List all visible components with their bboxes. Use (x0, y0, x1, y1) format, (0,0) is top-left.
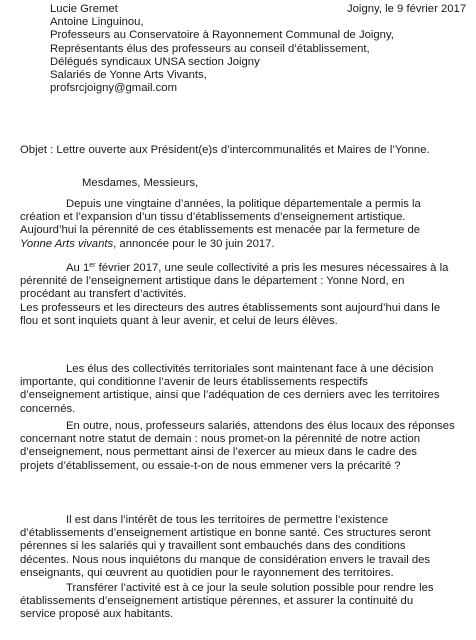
paragraph-1 (20, 198, 466, 251)
paragraph-line: Depuis une vingtaine d’années, la politique départementale a permis la (66, 198, 421, 210)
paragraph-line: Les élus des collectivités territoriales sont maintenant face à une décision (66, 363, 434, 375)
paragraph-line: pérennité de l’enseignement artistique dans le département : Yonne Nord, en (20, 275, 405, 288)
paragraph-line: création et l’expansion d’un tissu d’établissements d’enseignement artistique. (20, 211, 406, 224)
paragraph-text: , annoncée pour le 30 juin 2017. (113, 237, 275, 250)
paragraph-line (20, 238, 466, 251)
paragraph-line: En outre, nous, professeurs salariés, attendons des élus locaux des réponses (66, 420, 455, 432)
sender-title: Professeurs au Conservatoire à Rayonnement Communal de Joigny, (50, 29, 394, 42)
paragraph-line: pérennes si les salariés qui y travaillent sont embauchés dans des conditions (20, 540, 406, 553)
paragraph-2 (20, 262, 466, 328)
letter-date: Joigny, le 9 février 2017 (347, 3, 467, 15)
paragraph-text: Au 1 (66, 262, 90, 274)
paragraph-line: décentes. Nous nous inquiétons du manque de considération envers le travail des (20, 553, 431, 566)
sender-role: Représentants élus des professeurs au conseil d’établissement, (50, 42, 370, 55)
paragraph-6 (20, 582, 466, 622)
letter-salutation: Mesdames, Messieurs, (82, 177, 199, 189)
paragraph-line: Il est dans l’intérêt de tous les territoires de permettre l’existence (66, 514, 389, 526)
paragraph-line (20, 262, 466, 275)
ordinal-suffix: er (89, 262, 96, 269)
paragraph-line: flou et sont inquiets quant à leur avenir, et celui de leurs élèves. (20, 314, 338, 327)
paragraph-line: d’établissements d’enseignement artistique en bonne santé. Ces structures seront (20, 527, 431, 540)
sender-email: profsrcjoigny@gmail.com (50, 82, 177, 95)
paragraph-line: Transférer l’activité est à ce jour la seule solution possible pour rendre les (66, 582, 434, 594)
paragraph-text: février 2017, une seule collectivité a pris les mesures nécessaires à la (95, 262, 449, 274)
sender-name-2: Antoine Linguinou, (50, 16, 144, 29)
letter-subject: Objet : Lettre ouverte aux Président(e)s d’intercommunalités et Maires de l’Yonne. (20, 144, 430, 156)
paragraph-line: d’enseignement, nous permettant ainsi de l’exercer au mieux dans le cadre des (20, 446, 417, 459)
sender-name-1: Lucie Gremet (50, 3, 118, 15)
paragraph-5 (20, 514, 466, 580)
sender-block (50, 3, 394, 95)
paragraph-line: Aujourd’hui la pérennité de ces établissements est menacée par la fermeture de (20, 224, 421, 237)
sender-employer: Salariés de Yonne Arts Vivants, (50, 68, 207, 81)
paragraph-line: Les professeurs et les directeurs des autres établissements sont aujourd’hui dans le (20, 301, 441, 314)
paragraph-line: concernés. (20, 402, 76, 415)
paragraph-line: concernant notre statut de demain : nous promet-on la pérennité de notre action (20, 433, 421, 446)
paragraph-line: établissements d’enseignement artistique pérennes, et assurer la continuité du (20, 595, 414, 608)
paragraph-3 (20, 363, 466, 416)
sender-union: Délégués syndicaux UNSA section Joigny (50, 55, 260, 68)
paragraph-4 (20, 420, 466, 473)
paragraph-line: importante, qui conditionne l’avenir de leurs établissements respectifs (20, 376, 368, 389)
paragraph-line: procédant au transfert d’activités. (20, 288, 187, 301)
organisation-name: Yonne Arts vivants (20, 237, 114, 250)
paragraph-line: service proposé aux habitants. (20, 608, 174, 621)
paragraph-line: enseignants, qui œuvrent au quotidien pour le rayonnement des territoires. (20, 566, 394, 579)
paragraph-line: projets d’établissement, ou essaie-t-on de nous emmener vers la précarité ? (20, 459, 401, 472)
paragraph-line: d’enseignement artistique, ainsi que l’adéquation de ces derniers avec les territoires (20, 389, 440, 402)
